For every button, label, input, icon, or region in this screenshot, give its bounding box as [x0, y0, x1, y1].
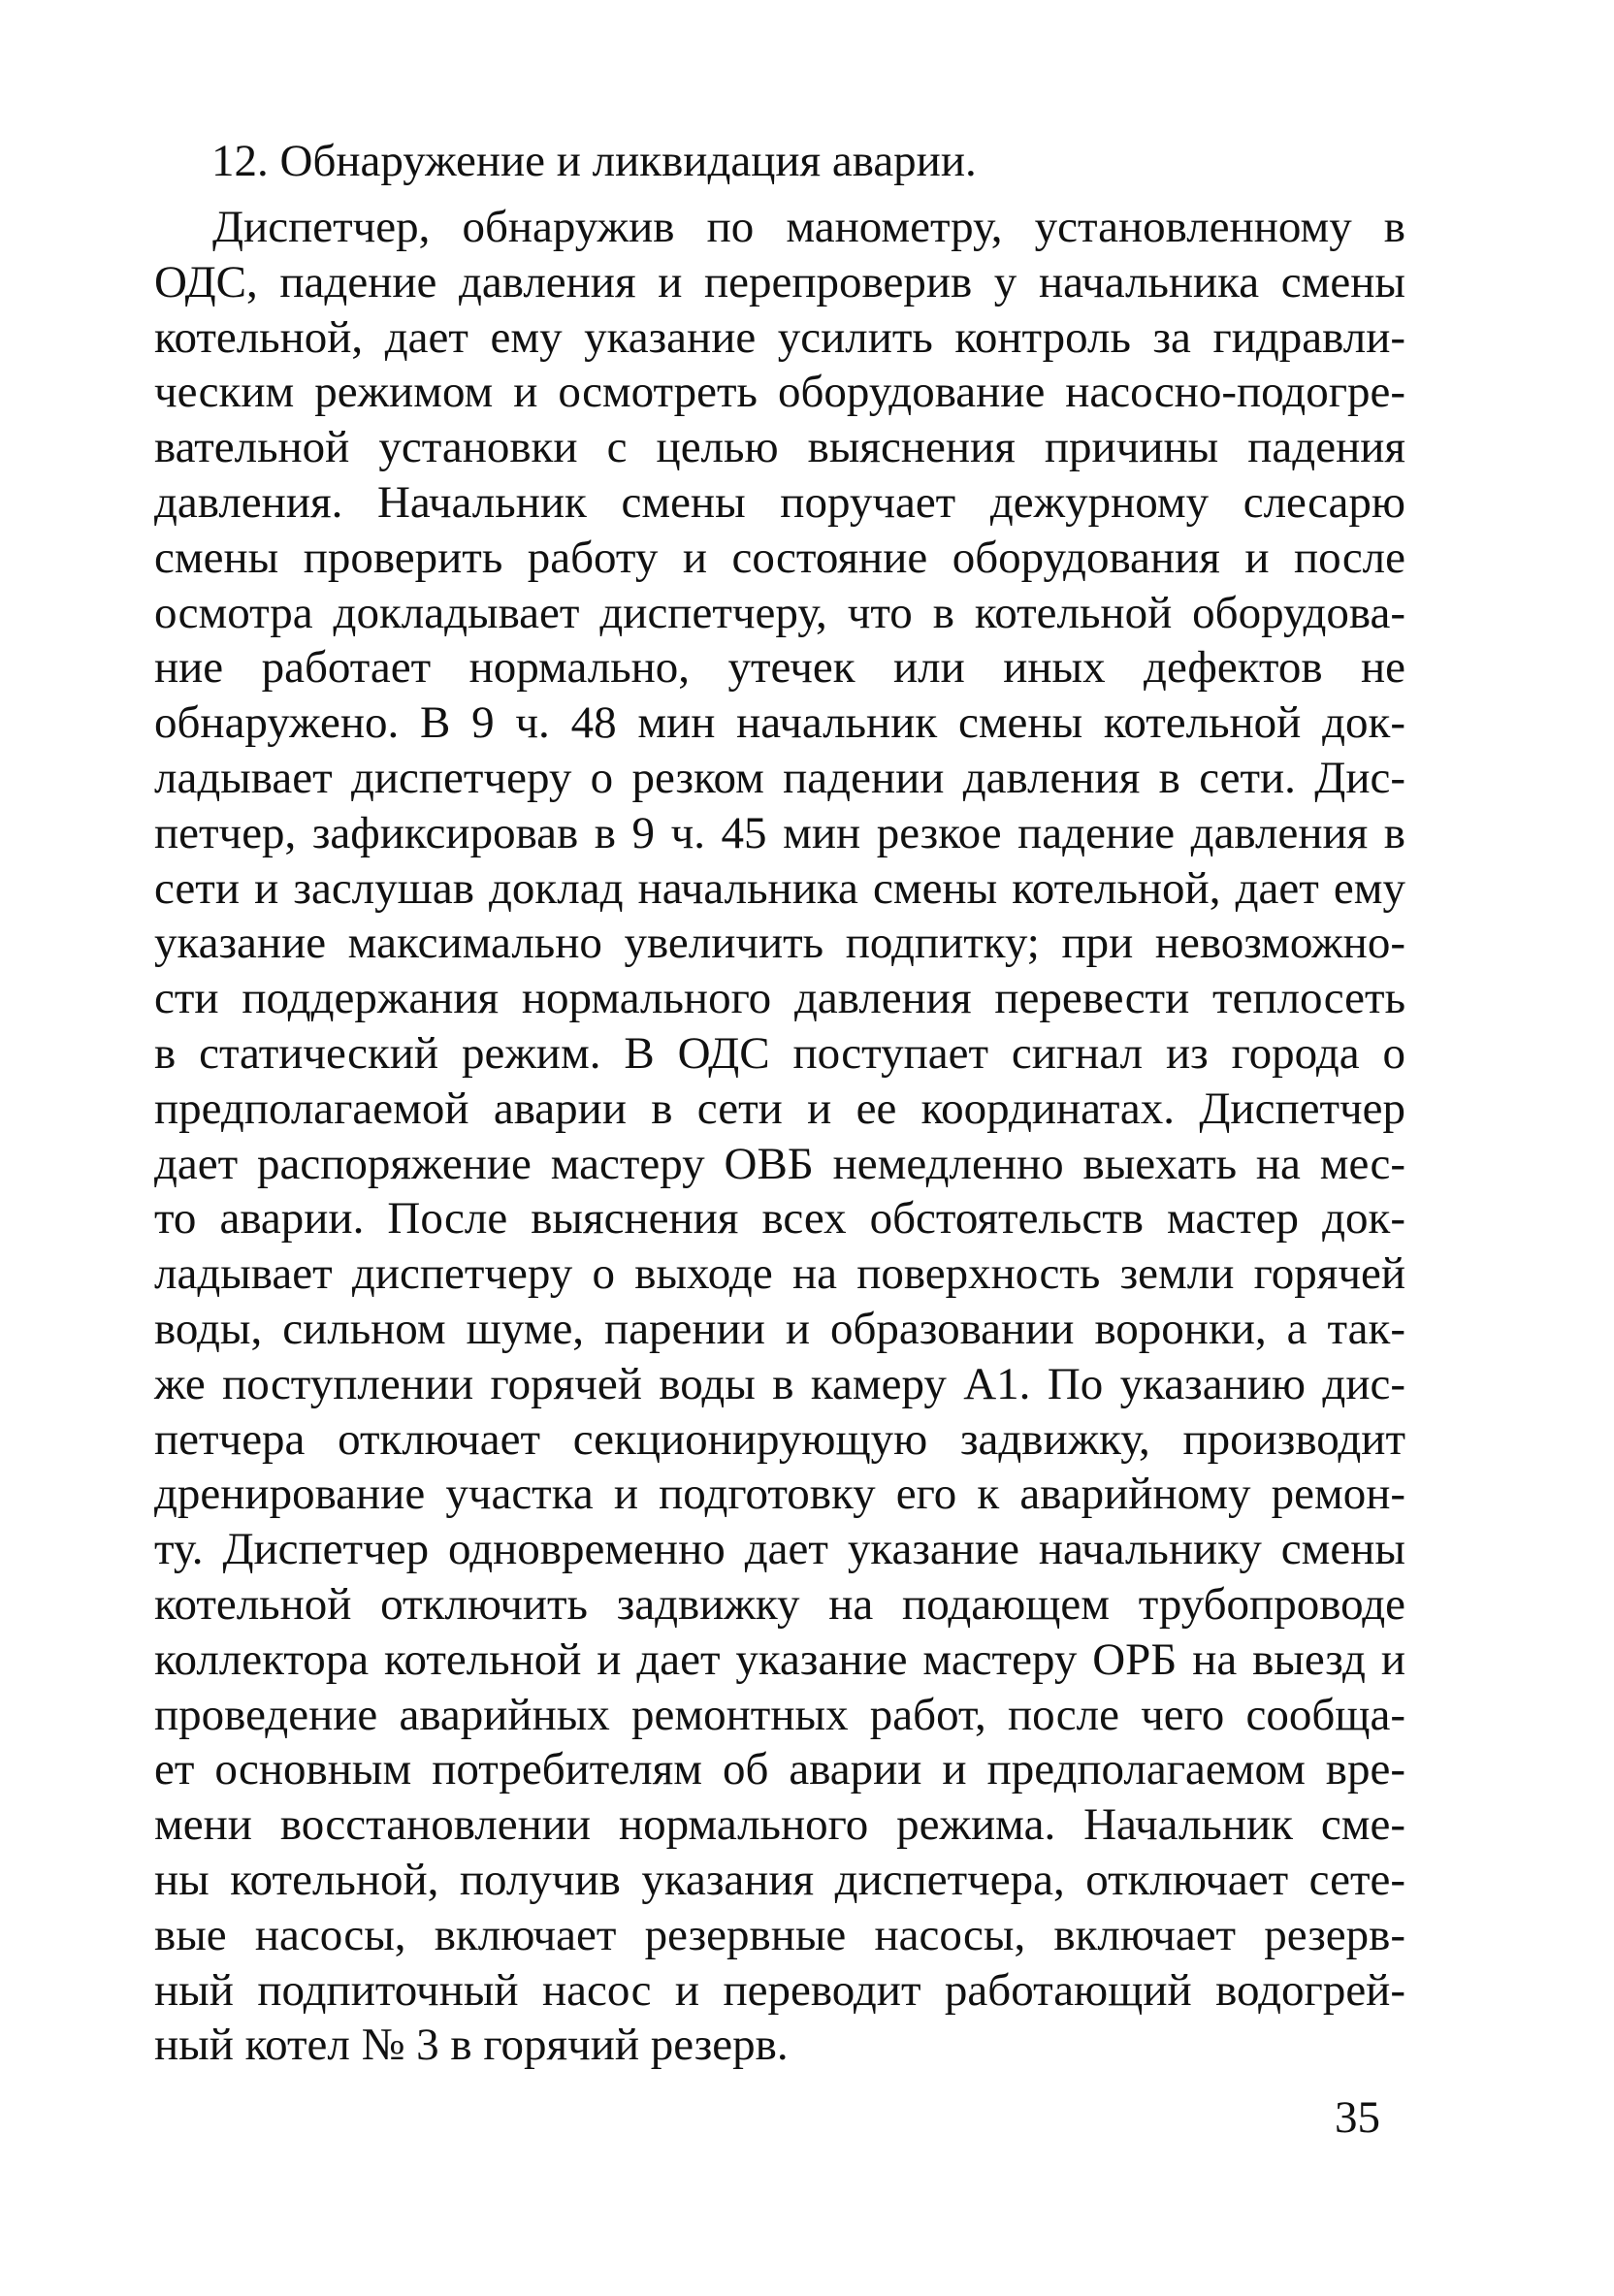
paragraph-line: котельной, дает ему указание усилить контроль за гидравли-: [154, 311, 1405, 363]
paragraph-line: в статический режим. В ОДС поступает сигнал из города о: [154, 1027, 1405, 1079]
paragraph-line: ческим режимом и осмотреть оборудование насосно-подогре-: [154, 367, 1405, 418]
paragraph-line: то аварии. После выяснения всех обстоятельств мастер док-: [154, 1193, 1405, 1245]
paragraph-line: ОДС, падение давления и перепроверив у начальника смены: [154, 256, 1405, 307]
paragraph-line: мени восстановлении нормального режима. Начальник сме-: [154, 1799, 1405, 1851]
paragraph-line: сети и заслушав доклад начальника смены котельной, дает ему: [154, 862, 1405, 914]
paragraph-line: ет основным потребителям об аварии и предполагаемом вре-: [154, 1744, 1405, 1795]
paragraph-line: сти поддержания нормального давления перевести теплосеть: [154, 973, 1405, 1024]
paragraph-line: вательной установки с целью выяснения причины падения: [154, 422, 1405, 473]
paragraph-line: ный котел № 3 в горячий резерв.: [154, 2020, 789, 2071]
paragraph-line: давления. Начальник смены поручает дежурному слесарю: [154, 476, 1405, 528]
paragraph-line: смены проверить работу и состояние оборудования и после: [154, 532, 1405, 583]
paragraph-line: проведение аварийных ремонтных работ, после чего сообща-: [154, 1689, 1405, 1740]
paragraph-line: ние работает нормально, утечек или иных дефектов не: [154, 642, 1405, 694]
paragraph-line: ный подпиточный насос и переводит работающий водогрей-: [154, 1964, 1405, 2016]
paragraph-line: же поступлении горячей воды в камеру А1. По указанию дис-: [154, 1358, 1405, 1409]
paragraph-line: Диспетчер, обнаружив по манометру, установленному в: [212, 202, 1405, 252]
paragraph-line: осмотра докладывает диспетчеру, что в котельной оборудова-: [154, 587, 1405, 638]
paragraph-line: ладывает диспетчеру о выходе на поверхность земли горячей: [154, 1248, 1405, 1300]
paragraph-line: петчера отключает секционирующую задвижку, производит: [154, 1413, 1405, 1465]
paragraph-line: дренирование участка и подготовку его к аварийному ремон-: [154, 1469, 1405, 1520]
paragraph-line: котельной отключить задвижку на подающем трубопроводе: [154, 1578, 1405, 1630]
paragraph-line: предполагаемой аварии в сети и ее координатах. Диспетчер: [154, 1083, 1405, 1134]
paragraph-line: коллектора котельной и дает указание мастеру ОРБ на выезд и: [154, 1633, 1405, 1685]
paragraph-line: петчер, зафиксировав в 9 ч. 45 мин резкое падение давления в: [154, 807, 1405, 858]
section-title: 12. Обнаружение и ликвидация аварии.: [211, 136, 977, 186]
page-number: 35: [1335, 2092, 1380, 2143]
paragraph-line: ладывает диспетчеру о резком падении давления в сети. Дис-: [154, 752, 1405, 803]
paragraph-line: указание максимально увеличить подпитку; при невозможно-: [154, 918, 1405, 969]
paragraph-line: ту. Диспетчер одновременно дает указание начальнику смены: [154, 1524, 1405, 1575]
paragraph-line: вые насосы, включает резервные насосы, включает резерв-: [154, 1909, 1405, 1960]
paragraph-line: воды, сильном шуме, парении и образовании воронки, а так-: [154, 1303, 1405, 1354]
paragraph-line: обнаружено. В 9 ч. 48 мин начальник смены котельной док-: [154, 697, 1405, 749]
paragraph-line: дает распоряжение мастеру ОВБ немедленно выехать на мес-: [154, 1138, 1405, 1189]
body-paragraph: [154, 200, 1405, 2073]
paragraph-line: ны котельной, получив указания диспетчера, отключает сете-: [154, 1854, 1405, 1905]
